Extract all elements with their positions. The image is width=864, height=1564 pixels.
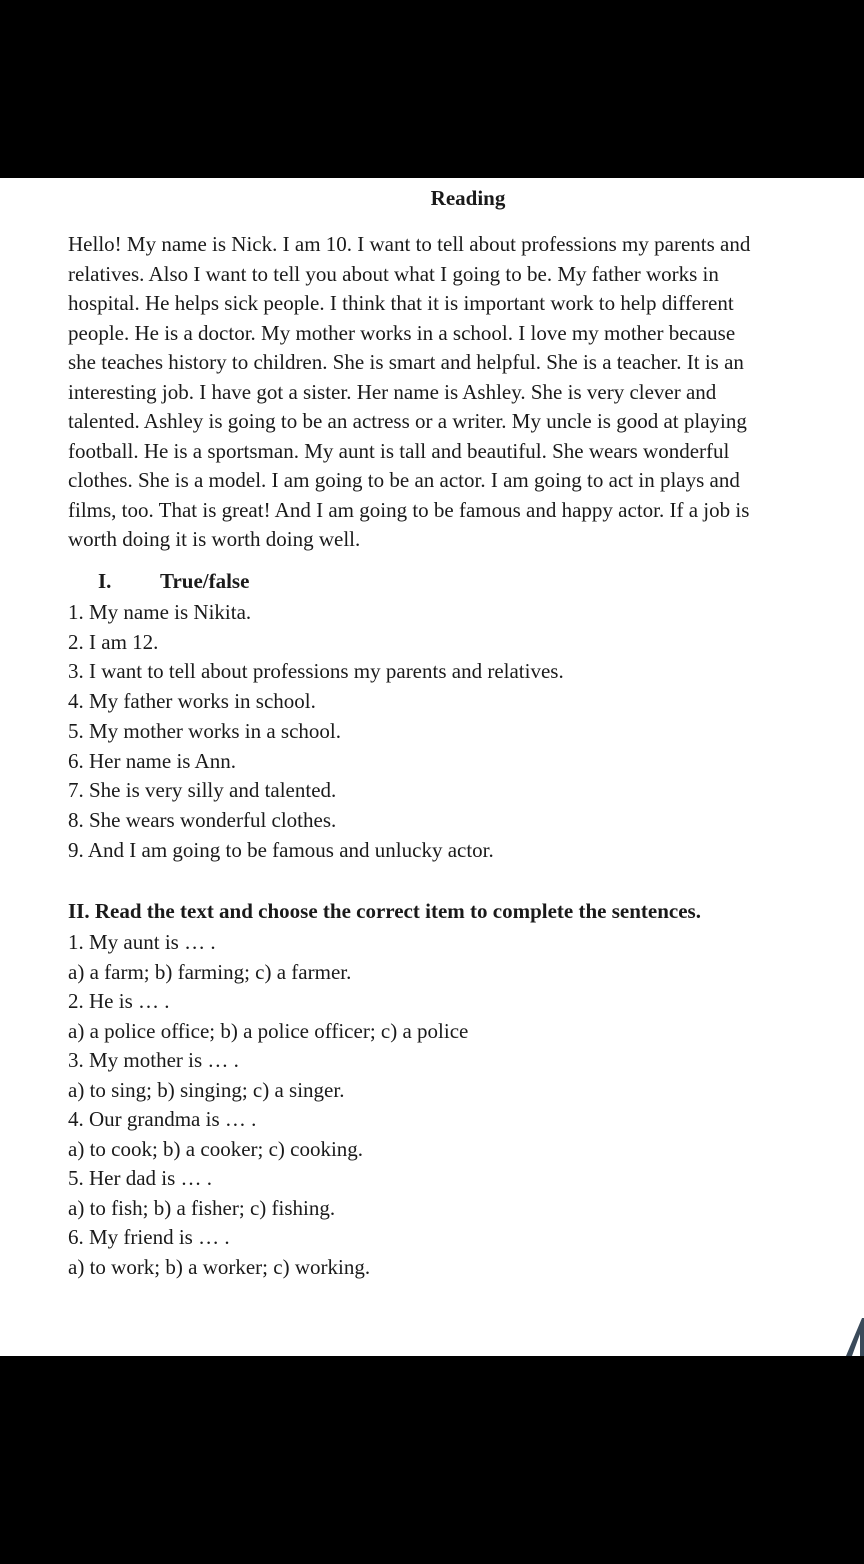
options-line: a) a police office; b) a police officer; c) a police — [68, 1018, 469, 1043]
list-item: 6. Her name is Ann. — [68, 748, 236, 773]
question-line: 4. Our grandma is … . — [68, 1107, 257, 1131]
section-2-heading: II. Read the text and choose the correct item to complete the sentences. — [68, 899, 701, 923]
options-line: a) a farm; b) farming; c) a farmer. — [68, 959, 352, 984]
question-line: 2. He is … . — [68, 989, 170, 1013]
list-item: 5. My mother works in a school. — [68, 718, 341, 743]
passage-line: football. He is a sportsman. My aunt is tall and beautiful. She wears wonderful — [68, 438, 730, 463]
question-line: 1. My aunt is … . — [68, 930, 216, 954]
top-black-band — [0, 0, 864, 178]
options-line: a) to cook; b) a cooker; c) cooking. — [68, 1136, 364, 1161]
page-corner-mark-icon — [838, 1306, 864, 1356]
reading-passage — [68, 230, 852, 555]
options-line: a) to sing; b) singing; c) a singer. — [68, 1077, 345, 1102]
section-1-number: I. — [98, 569, 112, 593]
list-item: 8. She wears wonderful clothes. — [68, 807, 337, 832]
list-item: 2. I am 12. — [68, 629, 159, 654]
passage-line: Hello! My name is Nick. I am 10. I want to tell about professions my parents and — [68, 232, 751, 256]
passage-line: clothes. She is a model. I am going to be an actor. I am going to act in plays and — [68, 468, 740, 492]
options-line: a) to fish; b) a fisher; c) fishing. — [68, 1195, 336, 1220]
question-line: 6. My friend is … . — [68, 1225, 230, 1249]
passage-line: she teaches history to children. She is smart and helpful. She is a teacher. It is an — [68, 350, 744, 374]
list-item: 9. And I am going to be famous and unlucky actor. — [68, 837, 494, 862]
passage-line: hospital. He helps sick people. I think that it is important work to help different — [68, 291, 734, 315]
section-1-heading — [98, 568, 249, 594]
page-title: Reading — [430, 186, 506, 210]
true-false-list — [68, 598, 564, 865]
list-item: 3. I want to tell about professions my parents and relatives. — [68, 659, 564, 684]
section-1-title: True/false — [160, 569, 250, 593]
document-page — [0, 178, 864, 1356]
question-line: 3. My mother is … . — [68, 1048, 239, 1072]
multiple-choice-list — [68, 928, 468, 1282]
passage-line: relatives. Also I want to tell you about what I going to be. My father works in — [68, 261, 719, 286]
question-line: 5. Her dad is … . — [68, 1166, 213, 1190]
list-item: 7. She is very silly and talented. — [68, 778, 337, 803]
list-item: 1. My name is Nikita. — [68, 600, 252, 624]
list-item: 4. My father works in school. — [68, 689, 316, 714]
bottom-black-band — [0, 1356, 864, 1564]
passage-line: people. He is a doctor. My mother works in a school. I love my mother because — [68, 320, 736, 345]
options-line: a) to work; b) a worker; c) working. — [68, 1254, 371, 1279]
passage-line: films, too. That is great! And I am going to be famous and happy actor. If a job is — [68, 497, 750, 522]
passage-line: talented. Ashley is going to be an actress or a writer. My uncle is good at playing — [68, 409, 747, 433]
passage-line: interesting job. I have got a sister. Her name is Ashley. She is very clever and — [68, 379, 717, 404]
passage-line: worth doing it is worth doing well. — [68, 527, 361, 551]
